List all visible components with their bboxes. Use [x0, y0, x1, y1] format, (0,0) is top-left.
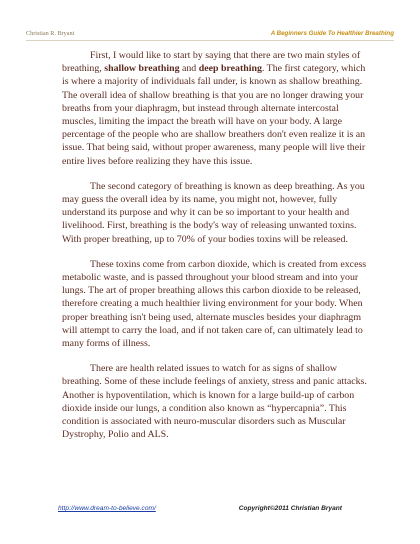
header-book-title: A Beginners Guide To Healthier Breathing	[270, 29, 394, 37]
paragraph-5: There are health related issues to watch for as signs of shallow breathing. Some of these include feelings of anxiety, stress and panic attacks. Another is hypoventilation, which is known for a large build-up of carbon dioxide inside our lungs, a condition also known as “hypercapnia”. This condition is associated with neuro-muscular disorders such as Muscular Dystrophy, Polio and ALS.	[62, 363, 367, 441]
page-header	[26, 26, 394, 40]
paragraph-2: The overall idea of shallow breathing is that you are no longer drawing your breaths from your diaphragm, but instead through alternate intercostal muscles, limiting the impact the breath will have on your body. A large percentage of the people who are shallow breathers don't even realize it is an issue. That being said, without proper awareness, many people will live their entire lives before realizing they have this issue.	[62, 89, 366, 167]
paragraph-1	[62, 49, 373, 168]
term-shallow-breathing: shallow breathing	[104, 63, 180, 75]
page-footer	[58, 505, 342, 512]
paragraph-1-text-c: and	[179, 63, 199, 75]
paragraph-3: The second category of breathing is known as deep breathing. As you may guess the overall idea by its name, you might not, however, fully understand its purpose and why it can be so important to your health and livelihood. First, breathing is the body's way of releasing unwanted toxins. With proper breathing, up to 70% of your bodies toxins will be released.	[62, 180, 365, 245]
paragraph-1-text-e: . The first category, which is where a majority of individuals fall under, is known as shallow breathing.	[62, 63, 366, 88]
header-divider	[26, 40, 394, 41]
term-deep-breathing: deep breathing	[198, 63, 262, 75]
paragraph-1-text-a: First, I would like to start by saying that there are two main styles of breathing,	[62, 50, 361, 75]
footer-copyright: Copyright©2011 Christian Bryant	[238, 505, 342, 512]
header-author: Christian R. Bryant	[26, 29, 75, 37]
footer-url-link[interactable]: http://www.dream-to-believe.com/	[58, 505, 156, 512]
body-text	[62, 49, 373, 453]
paragraph-4: These toxins come from carbon dioxide, which is created from excess metabolic waste, and is passed throughout your blood stream and into your lungs. The art of proper breathing allows this carbon dioxide to be released, therefore creating a much healthier living environment for your body. When proper breathing isn't being used, alternate muscles besides your diaphragm will attempt to carry the load, and if not taken care of, can ultimately lead to many forms of illness.	[62, 258, 367, 350]
